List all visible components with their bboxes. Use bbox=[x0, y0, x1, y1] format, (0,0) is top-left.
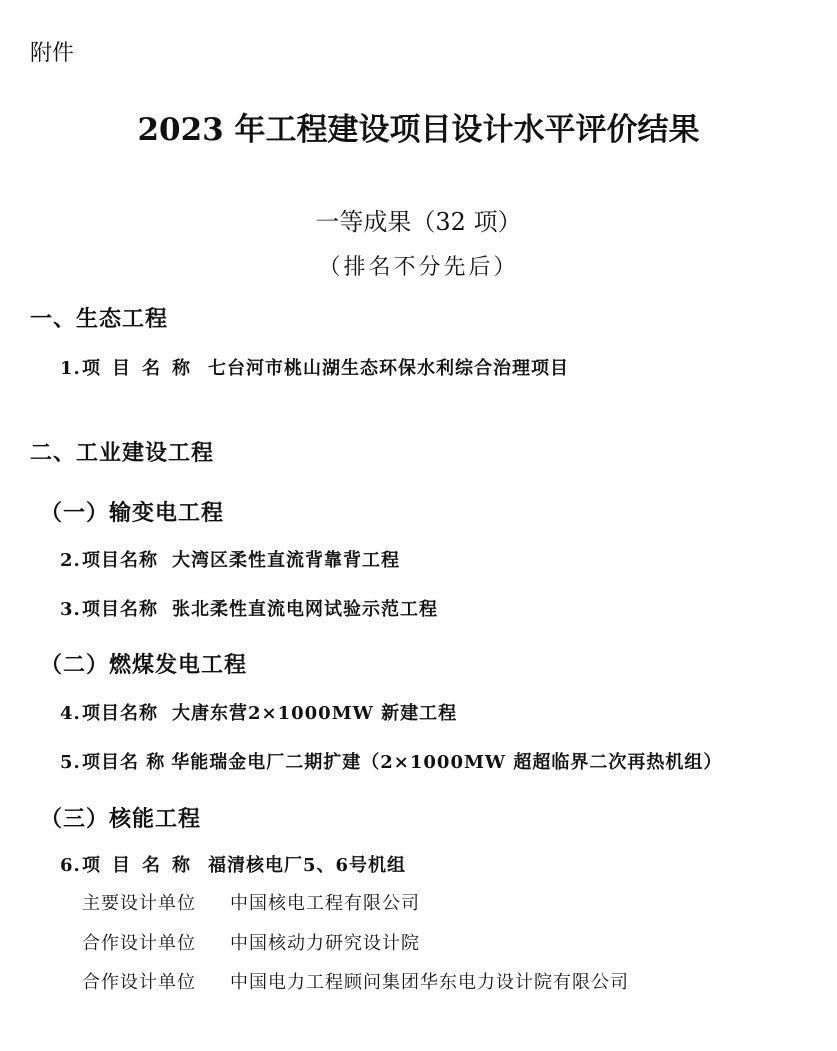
project-number: 1. bbox=[60, 358, 81, 379]
project-label: 项目名称 bbox=[82, 855, 202, 876]
project-name: 张北柔性直流电网试验示范工程 bbox=[172, 599, 438, 620]
document-title: 2023 年工程建设项目设计水平评价结果 bbox=[137, 112, 700, 148]
project-label: 项目名称 bbox=[82, 358, 202, 379]
project-number: 4. bbox=[60, 703, 81, 724]
project-name: 大唐东营2×1000MW 新建工程 bbox=[172, 703, 458, 724]
project-label: 项目名称 bbox=[82, 550, 158, 571]
design-unit-row bbox=[82, 889, 420, 915]
annex-label: 附件 bbox=[30, 41, 75, 66]
design-unit-row bbox=[82, 929, 420, 955]
section-heading-industrial: 二、工业建设工程 bbox=[30, 440, 215, 466]
project-label: 项目名称 bbox=[82, 703, 158, 724]
design-unit-org: 中国核电工程有限公司 bbox=[230, 893, 420, 914]
design-unit-role: 合作设计单位 bbox=[82, 972, 196, 993]
design-unit-org: 中国核动力研究设计院 bbox=[230, 933, 420, 954]
order-note: （排名不分先后） bbox=[318, 255, 519, 280]
project-number: 5. bbox=[60, 752, 81, 773]
design-unit-role: 合作设计单位 bbox=[82, 933, 196, 954]
project-label: 项目名 称 bbox=[82, 752, 166, 773]
design-unit-row bbox=[82, 968, 629, 994]
design-unit-role: 主要设计单位 bbox=[82, 893, 196, 914]
project-name: 大湾区柔性直流背靠背工程 bbox=[172, 550, 400, 571]
subsection-heading-transmission: （一）输变电工程 bbox=[40, 500, 225, 526]
project-number: 3. bbox=[60, 599, 81, 620]
project-item-2 bbox=[60, 546, 400, 572]
subsection-heading-coal-power: （二）燃煤发电工程 bbox=[40, 652, 248, 678]
subsection-heading-nuclear: （三）核能工程 bbox=[40, 806, 202, 832]
project-number: 6. bbox=[60, 855, 81, 876]
project-item-4 bbox=[60, 699, 457, 725]
project-name: 华能瑞金电厂二期扩建（2×1000MW 超超临界二次再热机组） bbox=[171, 752, 723, 773]
project-number: 2. bbox=[60, 550, 81, 571]
project-name: 七台河市桃山湖生态环保水利综合治理项目 bbox=[208, 358, 569, 379]
project-name: 福清核电厂5、6号机组 bbox=[208, 855, 407, 876]
project-item-1 bbox=[60, 354, 569, 380]
project-item-3 bbox=[60, 595, 438, 621]
design-unit-org: 中国电力工程顾问集团华东电力设计院有限公司 bbox=[230, 972, 629, 993]
grade-heading: 一等成果（32 项） bbox=[315, 208, 522, 236]
project-label: 项目名称 bbox=[82, 599, 158, 620]
project-item-5 bbox=[60, 748, 722, 774]
project-item-6 bbox=[60, 851, 406, 877]
section-heading-ecology: 一、生态工程 bbox=[30, 306, 169, 332]
